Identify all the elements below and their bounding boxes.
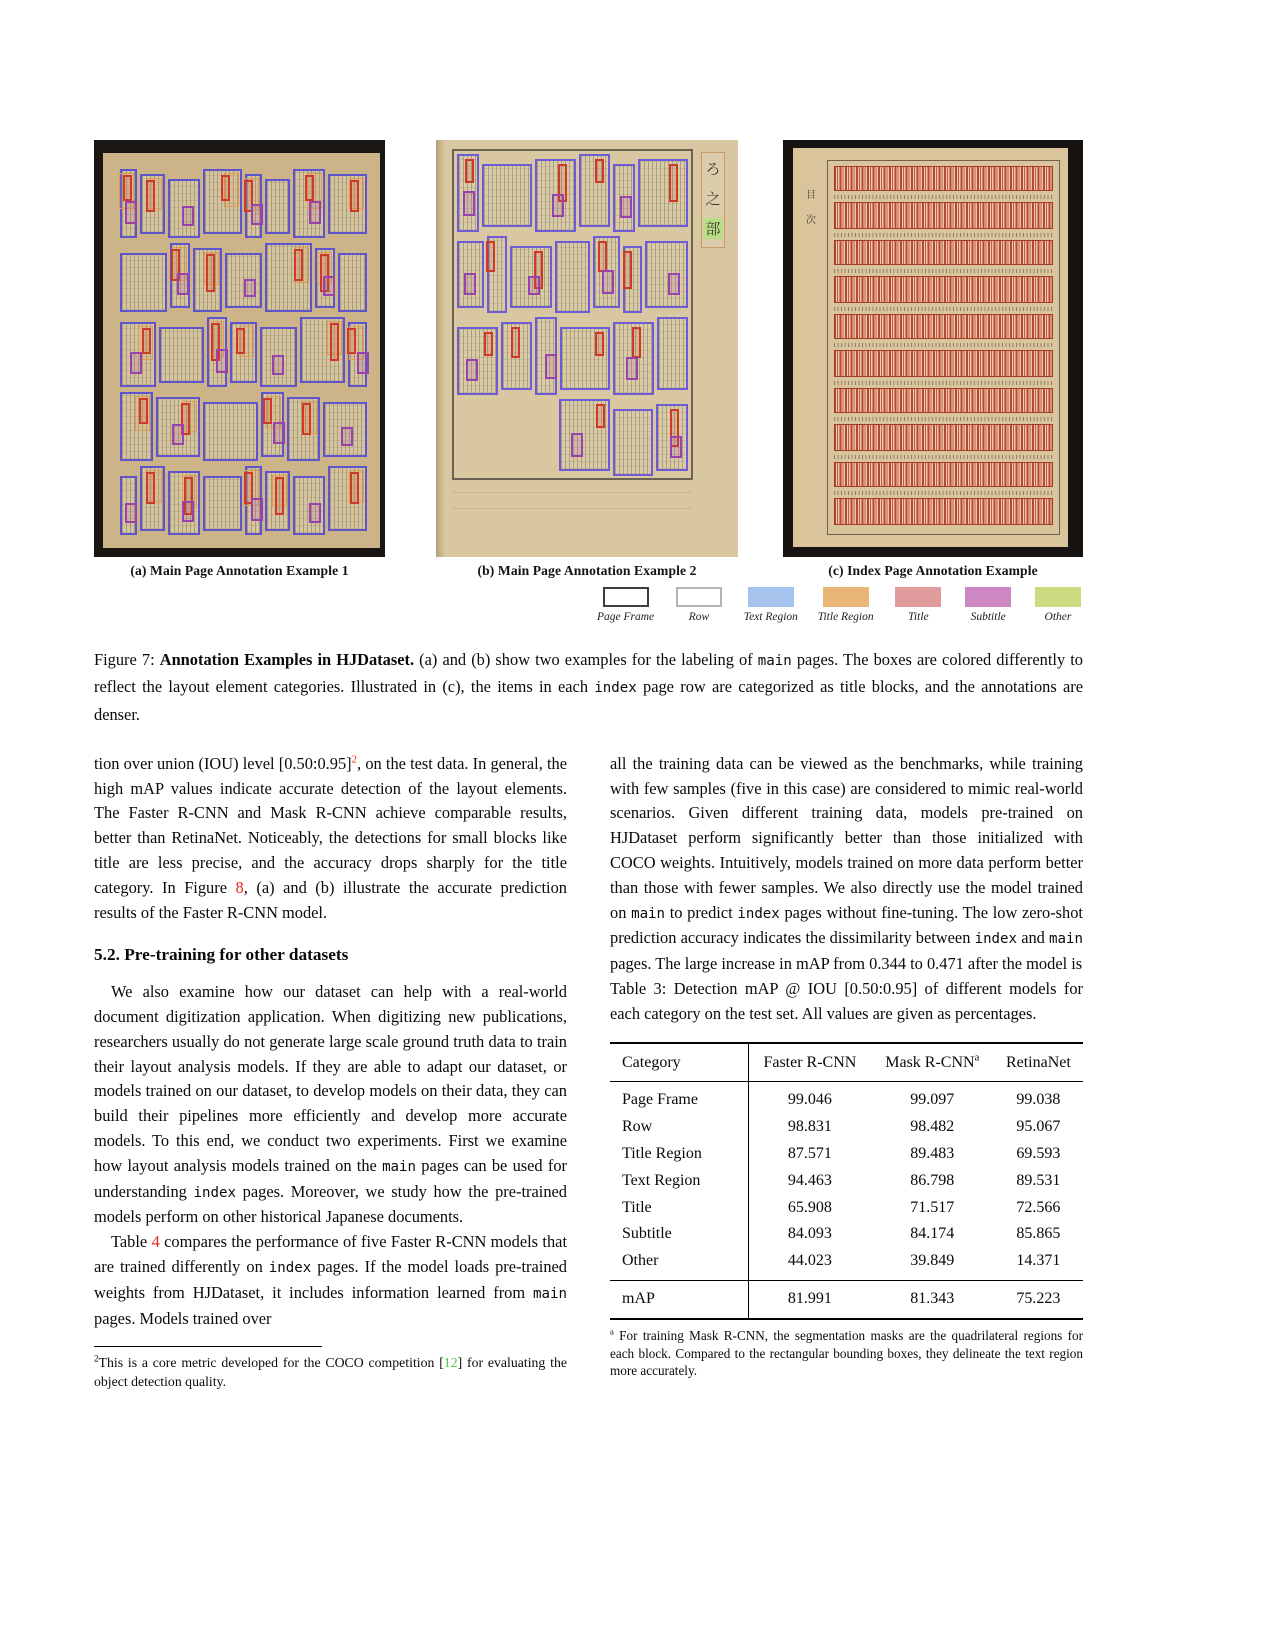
text-region-box <box>265 471 290 531</box>
subtitle-box <box>216 349 228 372</box>
text-region-box <box>159 327 204 382</box>
text-region-box <box>338 253 367 312</box>
table-cell: 89.483 <box>910 1145 955 1163</box>
text-region-box <box>457 327 498 395</box>
text-segment: ] for evaluating the object detection quality. <box>94 1355 567 1390</box>
text-segment: RetinaNet <box>1005 1053 1071 1071</box>
kanji-char: ろ <box>705 162 721 178</box>
title-box <box>146 180 155 212</box>
subtitle-box <box>251 204 263 226</box>
text-region-box <box>535 159 576 232</box>
legend-label: Title Region <box>817 611 874 623</box>
text-region-box <box>645 241 688 309</box>
title-band <box>834 276 1053 303</box>
subtitle-box <box>177 273 189 295</box>
text-region-box <box>287 397 320 461</box>
table-cell: Other <box>610 1248 749 1280</box>
subtitle-box <box>125 201 137 224</box>
figure-legend <box>597 587 1083 623</box>
text-segment: all the training data can be viewed as the benchmarks, while training with few samples (five in this case) are considered to mimic real-world scenarios. Given different training data, models pre-trained on HJDataset perform significantly better than those initialized with COCO weights. Intuitively, models trained on more data perform better than those with fewer samples. We also directly use the model trained on <box>610 753 1083 922</box>
table-cell: Title <box>610 1195 749 1222</box>
table-header-mask-rcnn <box>871 1043 994 1082</box>
legend-swatch-page-frame <box>603 587 649 607</box>
title-box <box>263 398 272 424</box>
kanji-char: 目 <box>806 190 816 201</box>
subtitle-box <box>172 424 184 444</box>
page-number-row <box>834 377 1053 388</box>
subtitle-box <box>130 352 142 374</box>
title-box <box>302 403 311 435</box>
table-cell: 99.097 <box>910 1091 955 1109</box>
subtitle-box <box>602 270 614 293</box>
table-cell: 98.482 <box>910 1118 955 1136</box>
text-region-box <box>348 322 367 386</box>
text-region-box <box>613 409 654 477</box>
subtitle-box <box>251 498 263 521</box>
paragraph <box>610 752 1083 977</box>
text-region-box <box>315 248 335 308</box>
table-cell: Text Region <box>610 1168 749 1195</box>
fold-line <box>452 508 693 509</box>
subtitle-box <box>272 355 284 375</box>
table-cell: 84.174 <box>910 1225 955 1243</box>
book-spine <box>436 140 445 557</box>
title-box <box>632 327 641 358</box>
page-number-row <box>834 413 1053 424</box>
title-box <box>484 332 493 356</box>
table-cell: 87.571 <box>787 1145 832 1163</box>
text-segment: pages. The boxes are colored differently to reflect the layout element categories. Illustrated in (c), the items in each <box>94 650 1084 697</box>
title-box <box>598 241 607 272</box>
title-box <box>142 328 151 354</box>
annotation-row <box>120 466 367 535</box>
figure-image-index-page-example <box>783 140 1083 557</box>
text-region-box <box>120 476 137 535</box>
title-band <box>834 462 1053 487</box>
legend-label: Title <box>908 611 929 623</box>
index-table-frame <box>827 160 1060 535</box>
table-row <box>610 1195 1083 1222</box>
table-footnote <box>610 1327 1083 1380</box>
subtitle-box <box>309 503 321 523</box>
text-region-box <box>260 327 296 386</box>
scanned-index-page <box>793 148 1068 547</box>
text-region-box <box>328 466 367 531</box>
figure-image-main-page-example-1 <box>94 140 385 557</box>
text-segment: page row are categorized as title blocks, and the annotations are denser. <box>94 677 1084 724</box>
title-box <box>206 254 215 292</box>
subtitle-box <box>182 206 194 226</box>
text-region-box <box>613 322 654 395</box>
figure-caption <box>94 647 1083 727</box>
table-cell: 99.038 <box>1016 1091 1061 1109</box>
table-cell: 84.093 <box>787 1225 832 1243</box>
right-column <box>610 752 1083 1392</box>
internal-ref-link[interactable]: 4 <box>151 1232 160 1252</box>
title-box <box>350 472 359 504</box>
text-region-box <box>510 246 553 309</box>
text-region-box <box>501 322 532 390</box>
legend-label: Subtitle <box>970 611 1006 623</box>
title-box <box>595 159 604 183</box>
legend-label: Page Frame <box>597 611 655 623</box>
text-segment: We also examine how our dataset can help with a real-world document digitization application. When digitizing new publications, researchers usually do not generate large scale ground truth data to train their layout analysis models. If they are able to adapt our dataset, or models trained on our dataset, to develop models on their data, they can build their pipelines more efficiently and develop more accurate models. To this end, we conduct two experiments. First we examine how layout analysis models trained on the <box>94 982 567 1175</box>
annotation-row <box>120 392 367 461</box>
citation-link[interactable]: 12 <box>443 1355 458 1371</box>
text-region-box <box>457 154 479 232</box>
table-cell: Subtitle <box>610 1221 749 1248</box>
table-cell: 71.517 <box>910 1198 955 1216</box>
text-region-box <box>120 169 137 238</box>
table-header-retinanet <box>994 1043 1083 1082</box>
annotation-row <box>457 317 688 395</box>
page-frame-box <box>452 149 693 480</box>
page-margin-text <box>701 152 725 248</box>
text-region-box <box>203 169 242 234</box>
table-cell: 86.798 <box>910 1171 955 1189</box>
text-segment: tion over union (IOU) level [0.50:0.95] <box>94 753 352 773</box>
page-number-row <box>834 339 1053 350</box>
table-cell: 69.593 <box>1016 1145 1061 1163</box>
title-band <box>834 166 1053 191</box>
text-segment: index <box>193 1184 236 1201</box>
subtitle-box <box>323 276 335 296</box>
title-box <box>669 164 678 202</box>
text-region-box <box>487 236 506 314</box>
internal-ref-link[interactable]: 8 <box>235 877 244 897</box>
title-box <box>347 328 356 354</box>
text-region-box <box>120 322 156 386</box>
table-header-category <box>610 1043 749 1082</box>
annotation-row <box>120 169 367 238</box>
text-region-box <box>535 317 557 395</box>
subtitle-box <box>466 359 478 381</box>
text-region-box <box>207 317 226 386</box>
subtitle-box <box>464 273 476 295</box>
title-box <box>275 477 284 515</box>
fold-line <box>452 492 693 493</box>
title-box <box>146 472 155 504</box>
legend-swatch-row <box>676 587 722 607</box>
text-region-box <box>657 317 688 390</box>
text-segment: (a) and (b) show two examples for the labeling of <box>414 650 758 669</box>
figure-7 <box>94 140 1083 626</box>
text-region-box <box>300 317 345 382</box>
legend-item <box>963 587 1013 623</box>
title-box <box>221 175 230 201</box>
table-cell: 72.566 <box>1016 1198 1061 1216</box>
legend-label: Text Region <box>743 611 798 623</box>
subtitle-box <box>670 436 682 458</box>
legend-item <box>597 587 654 623</box>
text-segment: , (a) and (b) illustrate the accurate prediction results of the Faster R-CNN model. <box>94 877 567 922</box>
paragraph <box>94 980 567 1230</box>
title-band <box>834 240 1053 265</box>
table-cell: 85.865 <box>1016 1225 1061 1243</box>
subtitle-box <box>273 422 285 444</box>
annotation-row <box>457 154 688 232</box>
title-box <box>236 328 245 354</box>
text-segment: pages. Moreover, we study how the pre-trained models perform on other historical Japanese documents. <box>94 1181 567 1227</box>
text-region-box <box>203 476 242 531</box>
internal-ref-link[interactable]: 2 <box>351 753 358 766</box>
text-segment: Mask R-CNN <box>885 1053 975 1071</box>
table-header-row <box>610 1043 1083 1082</box>
text-segment: main <box>382 1158 417 1175</box>
text-region-box <box>559 399 609 472</box>
text-segment: 2 <box>94 1353 99 1364</box>
kanji-char: 部 <box>703 218 722 239</box>
title-box <box>294 249 303 281</box>
title-band <box>834 424 1053 451</box>
text-segment: For training Mask R-CNN, the segmentation masks are the quadrilateral regions for each block. Compared to the rectangular bounding boxes, they delineate the text region more accurately. <box>610 1327 1083 1379</box>
text-region-box <box>555 241 590 314</box>
body-columns <box>94 752 1083 1392</box>
text-segment: main <box>1049 931 1083 948</box>
subtitle-box <box>620 196 632 218</box>
table-cell: 81.991 <box>749 1281 871 1319</box>
text-region-box <box>613 164 635 232</box>
table-row <box>610 1221 1083 1248</box>
text-region-box <box>623 246 642 314</box>
text-region-box <box>120 392 153 461</box>
text-region-box <box>168 471 200 535</box>
text-region-box <box>170 243 190 308</box>
subtitle-box <box>341 427 353 445</box>
subtitle-box <box>182 501 194 523</box>
footnote-rule <box>94 1346 322 1347</box>
table-cell: Row <box>610 1114 749 1141</box>
text-segment: Annotation Examples in HJDataset. <box>159 650 415 669</box>
title-band <box>834 350 1053 377</box>
table-header-faster-rcnn <box>749 1043 871 1082</box>
legend-item <box>744 587 798 623</box>
annotation-row <box>120 317 367 386</box>
title-band <box>834 388 1053 413</box>
title-box <box>305 175 314 201</box>
paragraph <box>94 1230 567 1331</box>
page-number-row <box>834 191 1053 202</box>
text-segment: main <box>757 653 792 669</box>
text-region-box <box>156 397 200 457</box>
legend-label: Row <box>688 611 710 623</box>
legend-label: Other <box>1044 611 1072 623</box>
subtitle-box <box>463 191 475 216</box>
table-cell: 39.849 <box>910 1252 955 1270</box>
table-row <box>610 1168 1083 1195</box>
table-row <box>610 1281 1083 1319</box>
legend-swatch-other <box>1035 587 1081 607</box>
text-region-box <box>230 322 258 382</box>
legend-swatch-subtitle <box>965 587 1011 607</box>
paragraph <box>94 752 567 926</box>
text-region-box <box>265 243 312 312</box>
text-segment: index <box>974 931 1018 948</box>
page-number-row <box>834 303 1053 314</box>
text-region-box <box>245 466 262 535</box>
text-region-box <box>261 392 284 457</box>
table-cell: 44.023 <box>787 1252 832 1270</box>
text-region-box <box>457 241 484 309</box>
table-cell: 99.046 <box>787 1091 832 1109</box>
legend-item <box>674 587 724 623</box>
legend-swatch-text-region <box>748 587 794 607</box>
text-region-box <box>656 404 688 472</box>
annotation-row <box>120 243 367 312</box>
text-region-box <box>560 327 610 390</box>
table-cell: Page Frame <box>610 1082 749 1114</box>
text-region-box <box>482 164 532 227</box>
page-number-row <box>834 265 1053 276</box>
title-box <box>330 323 339 361</box>
title-box <box>623 251 632 289</box>
page-number-row <box>834 487 1053 498</box>
table-cell: 98.831 <box>787 1118 832 1136</box>
subtitle-box <box>668 273 680 295</box>
text-segment: This is a core metric developed for the COCO competition [ <box>98 1355 444 1371</box>
text-segment: pages without fine-tuning. The low zero-shot prediction accuracy indicates the dissimilarity between <box>610 902 1083 948</box>
text-segment: and <box>1017 928 1050 948</box>
title-box <box>511 327 520 358</box>
table-row <box>610 1248 1083 1280</box>
subfigure-caption-a: (a) Main Page Annotation Example 1 <box>130 563 349 578</box>
legend-swatch-title <box>895 587 941 607</box>
title-box <box>123 175 132 201</box>
subtitle-box <box>552 194 564 217</box>
title-box <box>465 159 474 183</box>
text-region-box <box>193 248 222 312</box>
text-segment: a <box>610 1326 614 1337</box>
text-region-box <box>168 179 200 238</box>
table-cell: mAP <box>610 1281 749 1319</box>
section-heading: 5.2. Pre-training for other datasets <box>94 945 349 965</box>
table-cell: 75.223 <box>994 1281 1083 1319</box>
subfigure-caption-b: (b) Main Page Annotation Example 2 <box>477 563 697 578</box>
title-box <box>486 241 495 272</box>
text-segment: index <box>594 680 637 697</box>
text-segment: pages. Models trained over <box>94 1308 272 1328</box>
title-box <box>350 180 359 212</box>
subfigure-caption-c: (c) Index Page Annotation Example <box>828 563 1038 578</box>
table-cell: 81.343 <box>871 1281 994 1319</box>
table-cell: 65.908 <box>787 1198 832 1216</box>
text-region-box <box>328 174 367 234</box>
table-cell: 94.463 <box>787 1171 832 1189</box>
text-segment: pages. The large increase in mAP from 0.344 to 0.471 after the model is <box>610 954 1083 974</box>
title-box <box>596 404 605 428</box>
figure-image-main-page-example-2 <box>436 140 738 557</box>
text-region-box <box>593 236 620 309</box>
title-band <box>834 314 1053 339</box>
text-segment: to predict <box>665 902 738 922</box>
text-segment: a <box>974 1052 980 1064</box>
subtitle-box <box>545 354 557 379</box>
left-column <box>94 752 567 1392</box>
text-region-box <box>120 253 167 312</box>
text-segment: , on the test data. In general, the high mAP values indicate accurate detection of the layout elements. The Faster R-CNN and Mask R-CNN achieve comparable results, better than RetinaNet. Noticeably, the detections for small blocks like title are less precise, and the accuracy drops sharply for the title category. In Figure <box>94 753 567 897</box>
title-band <box>834 498 1053 525</box>
text-region-box <box>323 402 367 457</box>
text-segment: Faster R-CNN <box>763 1053 857 1071</box>
text-segment: main <box>631 905 666 922</box>
page-number-row <box>834 451 1053 462</box>
text-region-box <box>638 159 688 227</box>
title-box <box>139 398 148 424</box>
subtitle-box <box>626 357 638 380</box>
text-region-box <box>245 174 262 238</box>
table-row <box>610 1114 1083 1141</box>
title-band <box>834 202 1053 229</box>
legend-item <box>893 587 943 623</box>
text-region-box <box>265 179 290 234</box>
table-cell: Title Region <box>610 1141 749 1168</box>
text-segment: Table <box>111 1232 152 1252</box>
table-3 <box>610 1042 1083 1320</box>
legend-item <box>818 587 874 623</box>
table-row <box>610 1141 1083 1168</box>
table-caption: Table 3: Detection mAP @ IOU [0.50:0.95] of different models for each category on the test set. All values are given as percentages. <box>610 979 1083 1023</box>
subtitle-box <box>528 276 540 296</box>
subtitle-box <box>244 279 256 297</box>
table-cell: 14.371 <box>1016 1252 1061 1270</box>
text-segment: index <box>268 1260 312 1277</box>
text-region-box <box>225 253 263 308</box>
title-box <box>595 332 604 356</box>
table-cell: 95.067 <box>1016 1118 1061 1136</box>
text-segment: pages can be used for understanding <box>94 1155 567 1201</box>
annotation-row <box>457 236 688 314</box>
annotation-row <box>457 399 688 477</box>
table-cell: 89.531 <box>1016 1171 1061 1189</box>
text-region-box <box>293 169 325 238</box>
subtitle-box <box>309 201 321 224</box>
subtitle-box <box>357 352 369 374</box>
text-region-box <box>579 154 610 227</box>
scanned-page <box>103 153 380 548</box>
footnote-2 <box>94 1346 567 1391</box>
page-content <box>94 140 1083 1392</box>
text-segment: Category <box>622 1053 681 1071</box>
text-segment: main <box>533 1285 567 1302</box>
text-region-box <box>140 174 165 234</box>
table-row <box>610 1082 1083 1114</box>
page-margin-text <box>804 186 818 226</box>
text-region-box <box>140 466 165 531</box>
kanji-char: 之 <box>705 192 721 208</box>
text-segment: Figure 7: <box>94 650 160 669</box>
subtitle-box <box>571 433 583 456</box>
text-region-box <box>293 476 325 535</box>
subtitle-box <box>125 503 137 523</box>
legend-item <box>1033 587 1083 623</box>
legend-swatch-title-region <box>823 587 869 607</box>
text-region-box <box>203 402 257 461</box>
text-segment: pages. If the model loads pre-trained weights from HJDataset, it includes information learned from <box>94 1257 567 1302</box>
text-segment: compares the performance of five Faster R-CNN models that are trained differently on <box>94 1232 567 1277</box>
page-number-row <box>834 229 1053 240</box>
kanji-char: 次 <box>806 215 816 226</box>
text-segment: index <box>737 905 780 922</box>
